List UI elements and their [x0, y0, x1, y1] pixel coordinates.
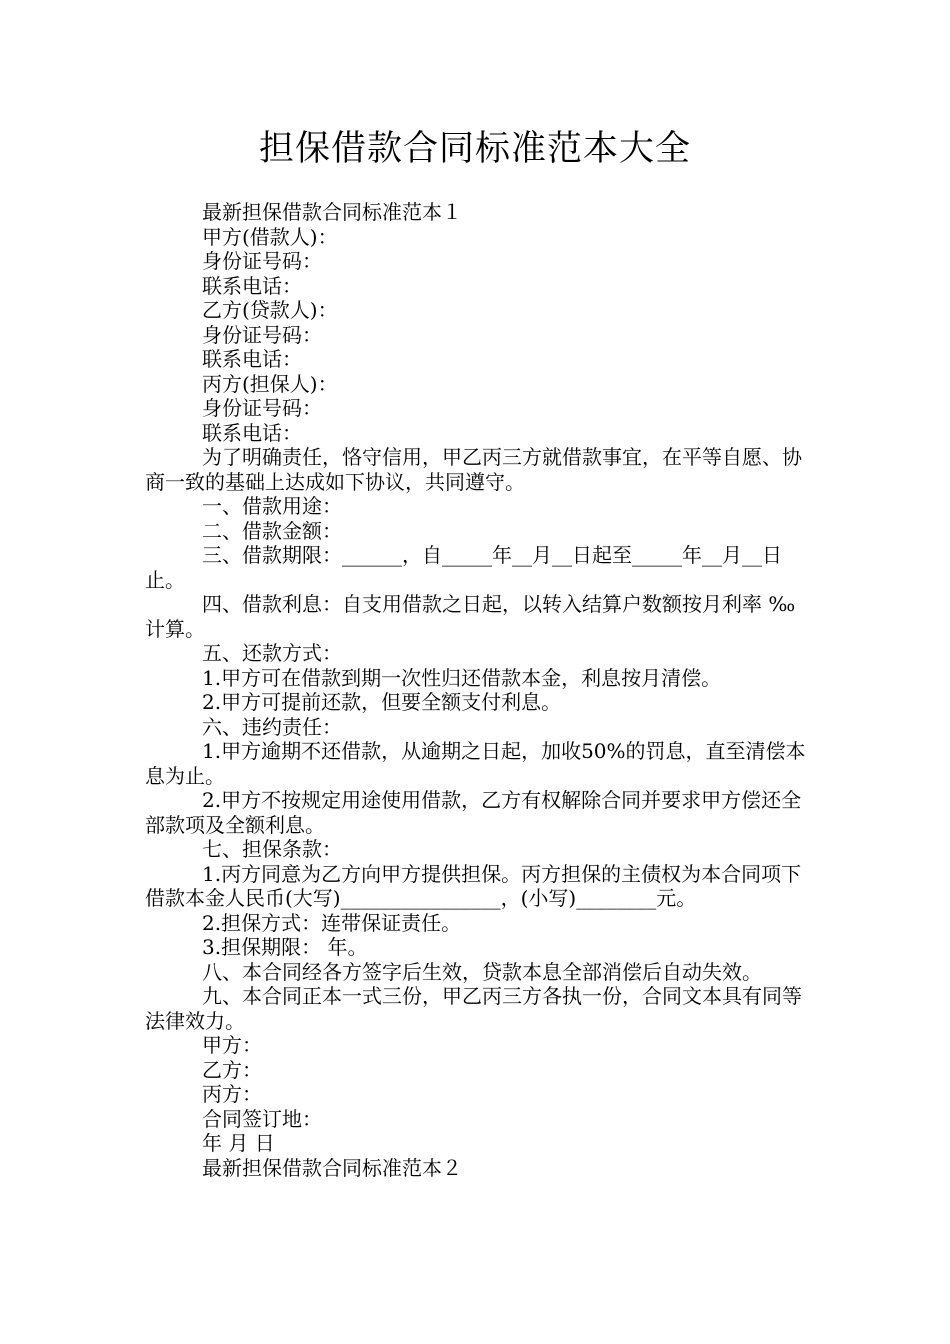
clause-7-item-3: 3.担保期限： 年。 [202, 935, 368, 959]
party-c-id: 身份证号码： [202, 396, 322, 420]
clause-2: 二、借款金额： [202, 518, 342, 543]
clause-3: 三、借款期限：______，自_____年__月__日起至_____年__月__日止。 [145, 543, 782, 592]
clause-6-item-2: 2.甲方不按规定用途使用借款，乙方有权解除合同并要求甲方偿还全部款项及全额利息。 [145, 788, 802, 837]
clause-1: 一、借款用途： [202, 494, 342, 518]
party-a-label: 甲方(借款人)： [202, 224, 338, 249]
signature-party-c: 丙方： [202, 1082, 262, 1106]
party-a-id: 身份证号码： [202, 249, 322, 273]
clause-5-item-1: 1.甲方可在借款到期一次性归还借款本金，利息按月清偿。 [202, 665, 722, 690]
party-b-phone: 联系电话： [202, 347, 302, 371]
party-c-phone: 联系电话： [202, 420, 302, 445]
signature-party-a: 甲方： [202, 1033, 262, 1057]
clause-8: 八、本合同经各方签字后生效，贷款本息全部消偿后自动失效。 [202, 959, 762, 984]
party-b-label: 乙方(贷款人)： [202, 298, 338, 322]
clause-7: 七、担保条款： [202, 837, 342, 861]
party-b-id: 身份证号码： [202, 322, 322, 347]
clause-6: 六、违约责任： [202, 714, 342, 739]
clause-6-item-1: 1.甲方逾期不还借款，从逾期之日起，加收50%的罚息，直至清偿本息为止。 [145, 739, 806, 788]
party-c-label: 丙方(担保人)： [202, 371, 338, 396]
signing-date: 年 月 日 [202, 1131, 275, 1155]
document-body [145, 200, 810, 1180]
clause-4: 四、借款利息：自支用借款之日起，以转入结算户数额按月利率 ‰计算。 [145, 592, 796, 641]
signing-place: 合同签订地： [202, 1106, 322, 1131]
document-title: 担保借款合同标准范本大全 [258, 129, 691, 169]
clause-5: 五、还款方式： [202, 641, 342, 665]
party-a-phone: 联系电话： [202, 273, 302, 298]
paragraph-heading-1: 最新担保借款合同标准范本１ [202, 200, 462, 224]
clause-9: 九、本合同正本一式三份，甲乙丙三方各执一份，合同文本具有同等法律效力。 [145, 984, 802, 1033]
clause-7-item-2: 2.担保方式：连带保证责任。 [202, 910, 462, 935]
signature-party-b: 乙方： [202, 1057, 262, 1082]
preamble-paragraph: 为了明确责任，恪守信用，甲乙丙三方就借款事宜，在平等自愿、协商一致的基础上达成如下协议，共同遵守。 [145, 445, 802, 494]
clause-5-item-2: 2.甲方可提前还款，但要全额支付利息。 [202, 690, 562, 714]
clause-7-item-1: 1.丙方同意为乙方向甲方提供担保。丙方担保的主债权为本合同项下借款本金人民币(大写)________________，(小写)________元。 [145, 861, 802, 910]
paragraph-heading-2: 最新担保借款合同标准范本２ [202, 1155, 462, 1180]
